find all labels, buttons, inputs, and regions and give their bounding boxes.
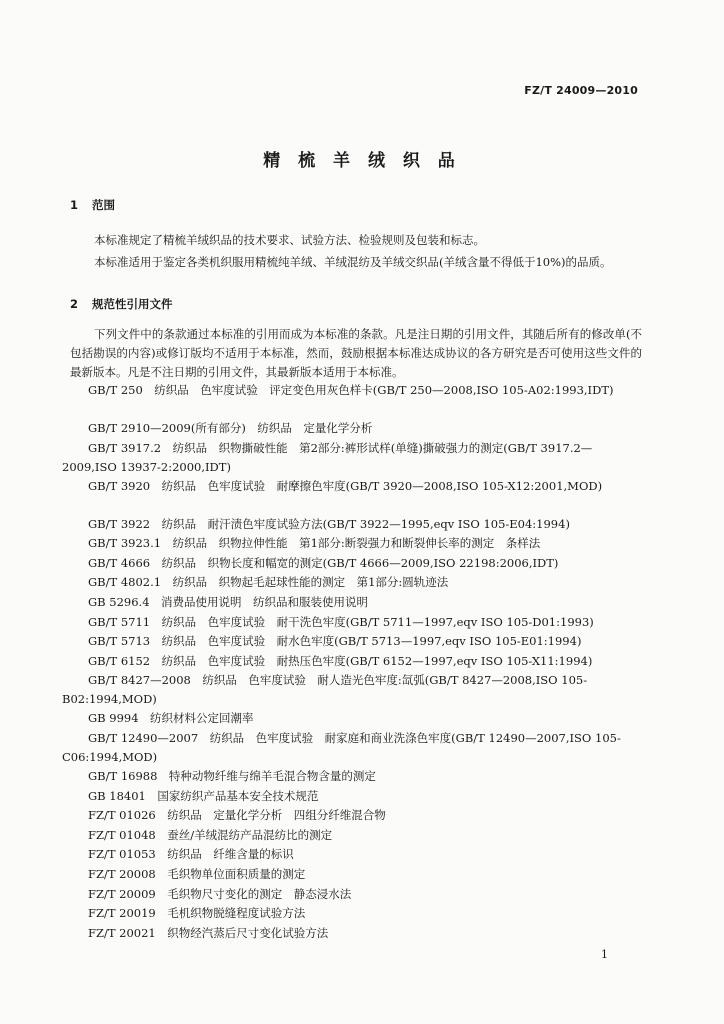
normative-references-intro: 下列文件中的条款通过本标准的引用而成为本标准的条款。凡是注日期的引用文件，其随后所有的修改单(不包括勘误的内容)或修订版均不适用于本标准，然而，鼓励根据本标准达成协议的各方研究是否可使用这些文件的最新版本。凡是不注日期的引用文件，其最新版本适用于本标准。 [70, 327, 642, 379]
reference-item: GB/T 5713 纺织品 色牢度试验 耐水色牢度(GB/T 5713—1997,eqv ISO 105-E01:1994) [88, 634, 582, 649]
reference-item: GB 9994 纺织材料公定回潮率 [88, 711, 254, 726]
section-number: 1 [70, 198, 79, 212]
reference-item: GB/T 12490—2007 纺织品 色牢度试验 耐家庭和商业洗涤色牢度(GB/T 12490—2007,ISO 105-C06:1994,MOD) [62, 730, 621, 764]
section-title: 规范性引用文件 [92, 297, 173, 311]
reference-item: GB/T 8427—2008 纺织品 色牢度试验 耐人造光色牢度:氙弧(GB/T 8427—2008,ISO 105-B02:1994,MOD) [62, 673, 588, 707]
standard-code: FZ/T 24009—2010 [524, 84, 638, 97]
reference-item: GB/T 3923.1 纺织品 织物拉伸性能 第1部分:断裂强力和断裂伸长率的测定 条样法 [88, 536, 541, 551]
reference-item: FZ/T 01053 纺织品 纤维含量的标识 [88, 847, 294, 862]
reference-item: GB/T 2910—2009(所有部分) 纺织品 定量化学分析 [88, 421, 373, 435]
reference-item: FZ/T 20008 毛织物单位面积质量的测定 [88, 866, 306, 881]
section-1-heading [70, 197, 115, 213]
section-number: 2 [70, 297, 79, 311]
reference-item: FZ/T 01048 蚕丝/羊绒混纺产品混纺比的测定 [88, 827, 333, 842]
reference-item: FZ/T 20009 毛织物尺寸变化的测定 静态浸水法 [88, 886, 352, 901]
reference-item: GB/T 3922 纺织品 耐汗渍色牢度试验方法(GB/T 3922—1995,eqv ISO 105-E04:1994) [88, 516, 570, 531]
scope-paragraph-2: 本标准适用于鉴定各类机织服用精梳纯羊绒、羊绒混纺及羊绒交织品(羊绒含量不得低于10%)的品质。 [94, 255, 612, 269]
document-title: 精 梳 羊 绒 织 品 [263, 151, 461, 171]
reference-item: GB 18401 国家纺织产品基本安全技术规范 [88, 788, 319, 803]
section-2-heading [70, 296, 173, 312]
reference-item: GB/T 4802.1 纺织品 织物起毛起球性能的测定 第1部分:圆轨迹法 [88, 575, 449, 590]
reference-item: GB/T 5711 纺织品 色牢度试验 耐干洗色牢度(GB/T 5711—1997,eqv ISO 105-D01:1993) [88, 614, 594, 629]
reference-item: GB/T 3920 纺织品 色牢度试验 耐摩擦色牢度(GB/T 3920—2008,ISO 105-X12:2001,MOD) [88, 478, 603, 493]
scope-paragraph-1: 本标准规定了精梳羊绒织品的技术要求、试验方法、检验规则及包装和标志。 [94, 233, 485, 247]
reference-item: FZ/T 01026 纺织品 定量化学分析 四组分纤维混合物 [88, 808, 386, 823]
page-number: 1 [601, 948, 608, 961]
reference-list [62, 381, 642, 943]
reference-item: GB/T 6152 纺织品 色牢度试验 耐热压色牢度(GB/T 6152—1997,eqv ISO 105-X11:1994) [88, 653, 593, 668]
reference-item: GB/T 4666 纺织品 织物长度和幅宽的测定(GB/T 4666—2009,ISO 22198:2006,IDT) [88, 555, 559, 570]
reference-item: GB 5296.4 消费品使用说明 纺织品和服装使用说明 [88, 594, 369, 609]
reference-item: FZ/T 20021 织物经汽蒸后尺寸变化试验方法 [88, 925, 329, 940]
reference-item: GB/T 250 纺织品 色牢度试验 评定变色用灰色样卡(GB/T 250—2008,ISO 105-A02:1993,IDT) [88, 383, 614, 397]
reference-item: FZ/T 20019 毛机织物脱缝程度试验方法 [88, 906, 306, 921]
reference-item: GB/T 3917.2 纺织品 织物撕破性能 第2部分:裤形试样(单缝)撕破强力的测定(GB/T 3917.2—2009,ISO 13937-2:2000,IDT) [62, 440, 593, 474]
reference-item: GB/T 16988 特种动物纤维与绵羊毛混合物含量的测定 [88, 768, 376, 783]
section-title: 范围 [92, 198, 115, 212]
